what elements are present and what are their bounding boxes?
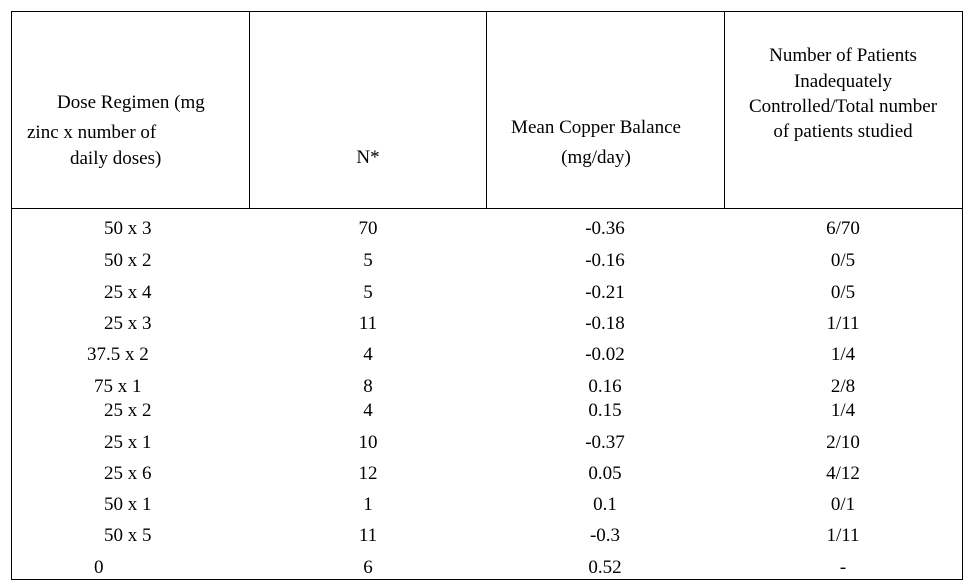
- header-patients-line-1: Number of Patients: [769, 45, 917, 66]
- balance-cell: -0.37: [585, 432, 625, 453]
- dose-cell: 75 x 1: [94, 376, 142, 397]
- balance-cell: 0.15: [588, 400, 622, 421]
- balance-cell: 0.05: [588, 463, 622, 484]
- balance-cell: -0.18: [585, 313, 625, 334]
- balance-cell: 0.1: [593, 494, 617, 515]
- n-cell: 8: [363, 376, 373, 397]
- patients-cell: 2/10: [826, 432, 860, 453]
- patients-cell: 6/70: [826, 218, 860, 239]
- header-dose-line-1: Dose Regimen (mg: [57, 92, 205, 113]
- patients-cell: 1/4: [830, 344, 856, 365]
- n-cell: 6: [363, 557, 373, 578]
- header-n: N*: [356, 147, 380, 168]
- dose-cell: 50 x 2: [104, 250, 152, 271]
- dose-cell: 25 x 4: [104, 282, 152, 303]
- dose-cell: 50 x 1: [104, 494, 152, 515]
- column-divider: [249, 12, 250, 209]
- n-cell: 5: [363, 250, 373, 271]
- patients-cell: -: [839, 557, 847, 578]
- header-balance-line-1: Mean Copper Balance: [511, 117, 681, 138]
- n-cell: 11: [358, 525, 378, 546]
- dose-cell: 25 x 6: [104, 463, 152, 484]
- header-patients-line-4: of patients studied: [773, 121, 913, 142]
- column-divider: [724, 12, 725, 209]
- header-balance-line-2: (mg/day): [561, 147, 631, 168]
- balance-cell: -0.21: [585, 282, 625, 303]
- balance-cell: -0.36: [585, 218, 625, 239]
- balance-cell: -0.3: [589, 525, 621, 546]
- n-cell: 70: [358, 218, 378, 239]
- dose-cell: 50 x 3: [104, 218, 152, 239]
- n-cell: 5: [363, 282, 373, 303]
- patients-cell: 1/4: [830, 400, 856, 421]
- n-cell: 11: [358, 313, 378, 334]
- patients-cell: 4/12: [826, 463, 860, 484]
- dose-cell: 25 x 2: [104, 400, 152, 421]
- header-dose-line-2: zinc x number of: [27, 122, 157, 143]
- header-patients-line-3: Controlled/Total number: [748, 96, 938, 117]
- balance-cell: 0.52: [588, 557, 622, 578]
- patients-cell: 0/1: [830, 494, 856, 515]
- balance-cell: 0.16: [588, 376, 622, 397]
- n-cell: 4: [363, 344, 373, 365]
- column-divider: [486, 12, 487, 209]
- patients-cell: 0/5: [830, 250, 856, 271]
- dose-cell: 25 x 3: [104, 313, 152, 334]
- balance-cell: -0.16: [585, 250, 625, 271]
- header-divider: [12, 208, 962, 209]
- n-cell: 12: [358, 463, 378, 484]
- balance-cell: -0.02: [585, 344, 625, 365]
- header-dose-line-3: daily doses): [70, 148, 162, 169]
- patients-cell: 1/11: [826, 525, 860, 546]
- dose-cell: 25 x 1: [104, 432, 152, 453]
- header-patients-line-2: Inadequately: [793, 71, 893, 92]
- patients-cell: 2/8: [830, 376, 856, 397]
- n-cell: 10: [358, 432, 378, 453]
- patients-cell: 0/5: [830, 282, 856, 303]
- dose-cell: 0: [94, 557, 104, 578]
- n-cell: 4: [363, 400, 373, 421]
- n-cell: 1: [363, 494, 373, 515]
- dose-cell: 37.5 x 2: [87, 344, 149, 365]
- dose-cell: 50 x 5: [104, 525, 152, 546]
- patients-cell: 1/11: [826, 313, 860, 334]
